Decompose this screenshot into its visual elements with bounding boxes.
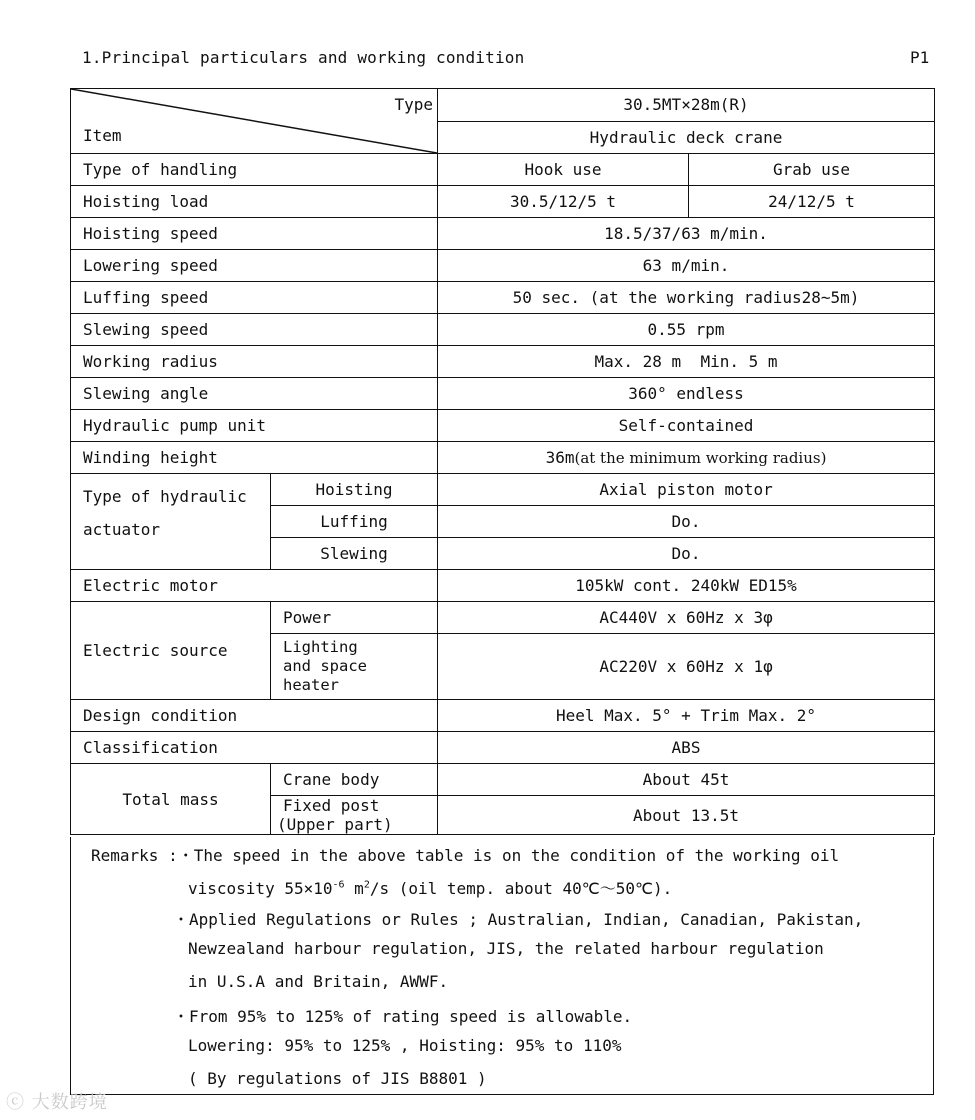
slewing-speed-label: Slewing speed — [71, 314, 438, 346]
hook-use-header: Hook use — [438, 154, 689, 186]
table-row-electric-power — [71, 602, 935, 634]
hoisting-load-label: Hoisting load — [71, 186, 438, 218]
table-row-pump-unit — [71, 410, 935, 442]
pump-unit-value: Self-contained — [438, 410, 935, 442]
viscosity-unit: m — [344, 879, 364, 898]
type-value: 30.5MT×28m(R) — [438, 89, 935, 122]
actuator-label — [71, 474, 271, 570]
working-radius-label: Working radius — [71, 346, 438, 378]
table-row-handling — [71, 154, 935, 186]
design-condition-value: Heel Max. 5° + Trim Max. 2° — [438, 700, 935, 732]
fixed-post-value: About 13.5t — [438, 796, 935, 835]
viscosity-unit-exponent: 2 — [363, 879, 370, 891]
remarks-line-5: in U.S.A and Britain, AWWF. — [188, 972, 449, 991]
table-row-winding-height — [71, 442, 935, 474]
lowering-speed-label: Lowering speed — [71, 250, 438, 282]
crane-body-value: About 45t — [438, 764, 935, 796]
fixed-post-label — [271, 796, 438, 835]
table-row-working-radius — [71, 346, 935, 378]
watermark-text: 大数跨境 — [31, 1092, 108, 1113]
viscosity-prefix: viscosity 55×10 — [188, 879, 333, 898]
crane-type-value: Hydraulic deck crane — [438, 121, 935, 154]
watermark-icon: ⓒ — [6, 1092, 25, 1113]
particulars-table — [70, 88, 935, 835]
winding-height-main: 36m — [545, 448, 575, 467]
slewing-speed-value: 0.55 rpm — [438, 314, 935, 346]
winding-height-value — [438, 442, 935, 474]
lighting-label — [271, 634, 438, 700]
hoisting-speed-label: Hoisting speed — [71, 218, 438, 250]
table-row-classification — [71, 732, 935, 764]
actuator-slewing-label: Slewing — [271, 538, 438, 570]
pump-unit-label: Hydraulic pump unit — [71, 410, 438, 442]
design-condition-label: Design condition — [71, 700, 438, 732]
lighting-label-line2: and space — [283, 657, 367, 675]
electric-motor-label: Electric motor — [71, 570, 438, 602]
remarks-line-2 — [188, 876, 672, 899]
actuator-label-line2: actuator — [83, 520, 161, 539]
winding-height-label: Winding height — [71, 442, 438, 474]
electric-source-label: Electric source — [71, 602, 271, 700]
actuator-label-line1: Type of hydraulic — [83, 487, 247, 506]
remarks-line-7: Lowering: 95% to 125% , Hoisting: 95% to 110% — [188, 1036, 622, 1055]
grab-use-header: Grab use — [689, 154, 935, 186]
remarks-line-1: Remarks :・The speed in the above table is on the condition of the working oil — [91, 846, 840, 865]
actuator-slewing-value: Do. — [438, 538, 935, 570]
power-label: Power — [271, 602, 438, 634]
remarks-line-3: ・Applied Regulations or Rules ; Australian, Indian, Canadian, Pakistan, — [173, 910, 864, 929]
lowering-speed-value: 63 m/min. — [438, 250, 935, 282]
table-row-hoisting-speed — [71, 218, 935, 250]
lighting-label-line3: heater — [283, 676, 339, 694]
winding-height-note: (at the minimum working radius) — [574, 449, 827, 467]
actuator-luffing-value: Do. — [438, 506, 935, 538]
hoisting-speed-value: 18.5/37/63 m/min. — [438, 218, 935, 250]
classification-value: ABS — [438, 732, 935, 764]
actuator-luffing-label: Luffing — [271, 506, 438, 538]
table-row-slewing-speed — [71, 314, 935, 346]
power-value: AC440V x 60Hz x 3φ — [438, 602, 935, 634]
table-row-crane-body — [71, 764, 935, 796]
table-row-type — [71, 89, 935, 122]
lighting-label-line1: Lighting — [283, 638, 358, 656]
table-row-luffing-speed — [71, 282, 935, 314]
electric-motor-value: 105kW cont. 240kW ED15% — [438, 570, 935, 602]
actuator-hoisting-label: Hoisting — [271, 474, 438, 506]
slewing-angle-value: 360° endless — [438, 378, 935, 410]
viscosity-exponent: -6 — [332, 879, 345, 891]
crane-body-label: Crane body — [271, 764, 438, 796]
luffing-speed-value: 50 sec. (at the working radius28~5m) — [438, 282, 935, 314]
table-row-electric-motor — [71, 570, 935, 602]
header-diagonal-cell — [71, 89, 438, 154]
fixed-post-line1: Fixed post — [283, 796, 380, 815]
actuator-hoisting-value: Axial piston motor — [438, 474, 935, 506]
fixed-post-line2: (Upper part) — [277, 815, 393, 834]
hoisting-load-hook-value: 30.5/12/5 t — [438, 186, 689, 218]
diagonal-divider — [71, 89, 437, 153]
lighting-value: AC220V x 60Hz x 1φ — [438, 634, 935, 700]
item-header-label: Item — [83, 126, 122, 145]
document-title: 1.Principal particulars and working condition — [82, 48, 525, 67]
table-row-lowering-speed — [71, 250, 935, 282]
handling-label: Type of handling — [71, 154, 438, 186]
total-mass-label: Total mass — [71, 764, 271, 835]
viscosity-suffix: /s (oil temp. about 40℃～50℃). — [369, 879, 673, 898]
page-number: P1 — [910, 48, 930, 67]
remarks-line-4: Newzealand harbour regulation, JIS, the related harbour regulation — [188, 939, 824, 958]
remarks-line-6: ・From 95% to 125% of rating speed is allowable. — [173, 1007, 633, 1026]
classification-label: Classification — [71, 732, 438, 764]
luffing-speed-label: Luffing speed — [71, 282, 438, 314]
remarks-section — [70, 837, 934, 1095]
slewing-angle-label: Slewing angle — [71, 378, 438, 410]
table-row-slewing-angle — [71, 378, 935, 410]
working-radius-value: Max. 28 m Min. 5 m — [438, 346, 935, 378]
table-row-actuator-hoisting — [71, 474, 935, 506]
hoisting-load-grab-value: 24/12/5 t — [689, 186, 935, 218]
watermark-logo — [6, 1088, 108, 1114]
type-header-label: Type — [394, 95, 433, 114]
remarks-line-8: ( By regulations of JIS B8801 ) — [188, 1069, 487, 1088]
table-row-design-condition — [71, 700, 935, 732]
table-row-hoisting-load — [71, 186, 935, 218]
